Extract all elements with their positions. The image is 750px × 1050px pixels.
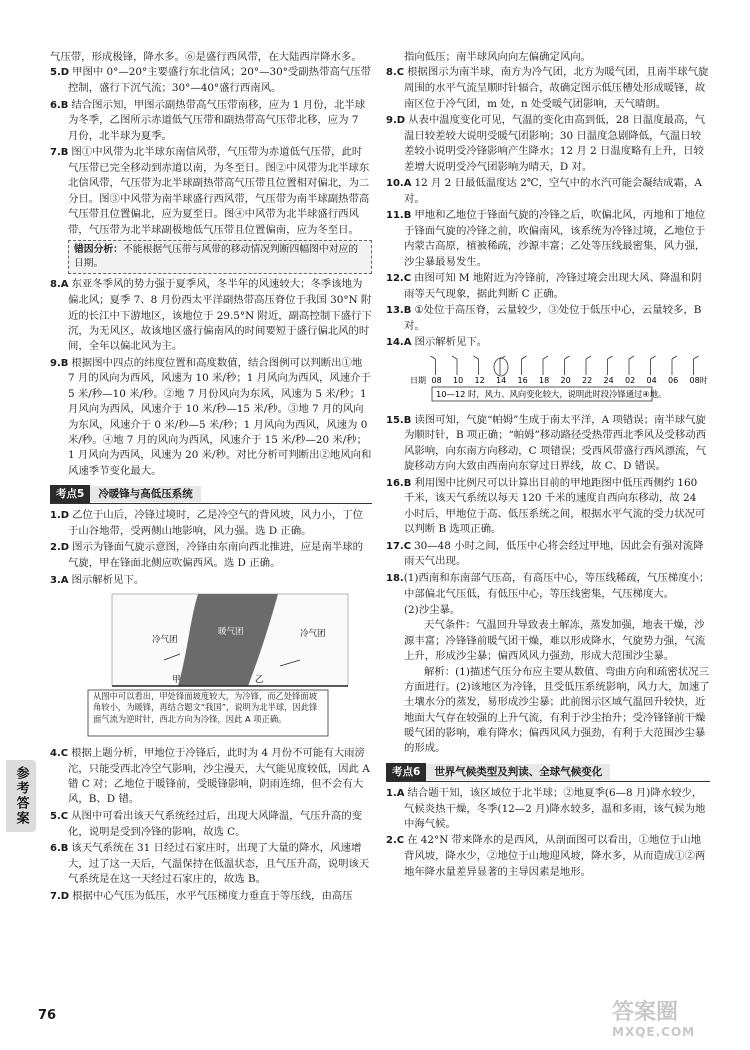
label-yi: 乙 xyxy=(255,675,264,686)
wind-barb-feather xyxy=(431,356,436,359)
section-tag: 考点6 xyxy=(386,763,426,781)
watermark-line2: MXQE.COM xyxy=(612,1025,696,1039)
answer-r18-analysis: 解析：(1)描述气压分布应主要从数值、弯曲方向和疏密状况三方面进行。(2)该地区为冷锋，且受低压系统影响，风力大，加速了土壤水分的蒸发，易形成沙尘暴；此前图示区域气温回升较快，近地面大气存在较强的上升气流，有利于沙尘抬升；受冷锋锋前干燥暖气团的影响，难有降水；偏西风风力强劲，有利于大范围沙尘暴的形成。 xyxy=(404,665,710,755)
time-label: 10 xyxy=(453,376,464,386)
wind-barb-feather xyxy=(452,356,457,359)
wind-barb-feather xyxy=(565,356,570,359)
answer-item-s6-1: 1.A 结合题干知，该区域位于北半球；②地夏季(6—8 月)降水较少，气候炎热干燥，冬季(12—2 月)降水较多，温和多雨，该气候为地中海气候。 xyxy=(386,786,706,831)
wind-barb-feather xyxy=(474,356,479,359)
answer-r18-weather: 天气条件：气温回升导致表土解冻，蒸发加强，地表干燥，沙源丰富；冷锋锋前暖气团干燥，难以形成降水，气旋势力强，气流上升，形成沙尘暴；偏西风风力强劲，形成大范围沙尘暴。 xyxy=(404,619,706,663)
time-label: 04 xyxy=(646,376,657,386)
section-tag: 考点5 xyxy=(50,485,90,503)
wind-note: 10—12 时，风力、风向变化较大，说明此时段冷锋通过④地。 xyxy=(436,389,667,400)
section-title: 世界气候类型及判读、全球气候变化 xyxy=(426,764,610,780)
answer-item-r16: 16.B 利用图中比例尺可以计算出目前的甲地距图中低压西侧约 160 千米，该天气系统以每天 120 千米的速度自西向东移动，故 24 小时后，甲地位于高、低压系统之间，根据水平气流的受力状况可以判断 B 选项正确。 xyxy=(386,476,706,536)
diagram-note-container xyxy=(90,690,326,736)
diagram-note: 从图中可以看出，甲处锋面坡度较大，为冷锋，而乙处锋面坡角较小，为暖锋，再结合题文“我国”，说明为北半球，因此锋面气流为逆时针，西北方向为冷锋，因此 A 项正确。 xyxy=(93,691,318,725)
answer-item-r15: 15.B 读图可知，气旋“帕姆”生成于南太平洋，A 项错误；南半球气旋为顺时针，B 项正确；“帕姆”移动路径受热带西北季风及受移动西风影响，向东南方向移动，C 项错误；受西风带盛行西风漂流，气旋移动方向大致由西南向东穿过日界线，故 C、D 错误。 xyxy=(386,413,707,473)
side-tab xyxy=(6,760,36,832)
label-cold-right: 冷气团 xyxy=(300,629,326,640)
answer-r18-part2: (2)沙尘暴。 xyxy=(404,603,461,616)
right-column xyxy=(386,50,710,881)
right-intro: 指向低压；南半球风向向左偏确定风向。 xyxy=(404,51,592,63)
answer-item-r9: 9.D 从表中温度变化可见，气温的变化由高到低，28 日温度最高，气温日较差较大说明受暖气团影响；30 日温度急剧降低，气温日较差较小说明受冷锋影响产生降水；12 月 2 日温度略有上升，日较差增大说明受冷气团影响为晴天，D 对。 xyxy=(386,113,706,173)
answer-item-9: 9.B 根据图中四点的纬度位置和高度数值，结合图例可以判断出①地 7 月的风向为西风，风速为 10 米/秒；1 月风向为西风，风速介于 5 米/秒—10 米/秒。②地 7 月份风向为东风，风速为 5 米/秒；1 月风向为西风，风速介于 10 米/秒—15 米/秒。③地 7 月的风向为东风，风速介于 0 米/秒—5 米/秒；1 月风向为西风，风速为 0 米/秒。④地 7 月的风向为西风，风速介于 15 米/秒—20 米/秒；1 月风向为西风，风速为 20 米/秒。对比分析可判断出②地风向和风速季节变化最大。 xyxy=(50,356,372,477)
answer-item-r10: 10.A 12 月 2 日最低温度达 2℃，空气中的水汽可能会凝结成霜，A 对。 xyxy=(386,176,702,205)
wind-barbs xyxy=(431,356,699,375)
answer-item-r17: 17.C 30—48 小时之间，低压中心将会经过甲地，因此会有强对流降雨天气出现。 xyxy=(386,539,704,568)
watermark-logo xyxy=(612,1002,742,1044)
time-label: 08时 xyxy=(689,376,708,386)
watermark-line1: 答案圈 xyxy=(612,1000,679,1025)
answer-item-5: 5.D 甲图中 0°—20°主要盛行东北信风；20°—30°受副热带高气压带控制，盛行下沉气流；30°—40°盛行西南风。 xyxy=(50,66,372,95)
label-cold-left: 冷气团 xyxy=(152,635,178,646)
answer-item-r14: 14.A 图示解析见下。 xyxy=(386,336,488,349)
wind-barb-feather xyxy=(608,356,613,359)
time-label: 08 xyxy=(431,376,442,386)
answer-item-s5-3: 3.A 图示解析见下。 xyxy=(50,573,145,586)
answer-item-8: 8.A 东亚冬季风的势力强于夏季风，冬半年的风速较大；冬季该地为偏北风；夏季 7、8 月份西太平洋副热带高压脊位于我国 30°N 附近的长江中下游地区，该地位于 29.5°N 附近，副高控制下盛行下沉，为无风区，故该地区盛行偏南风的时间要短于盛行偏北风的时间，全年以偏北风为主。 xyxy=(50,278,372,353)
wind-barb-feather xyxy=(672,356,677,359)
wind-barb-feather xyxy=(651,356,656,359)
time-label: 日期 xyxy=(410,376,426,386)
time-label: 18 xyxy=(539,376,550,386)
time-axis-labels xyxy=(410,375,708,385)
time-label: 24 xyxy=(603,376,614,386)
answer-item-s5-1: 1.D 乙位于山后，冷锋过境时，乙是冷空气的背风坡，风力小，丁位于山谷地带，受两侧山地影响，风力强。选 D 正确。 xyxy=(50,509,364,537)
answer-item-s6-2: 2.C 在 42°N 带来降水的是西风，从剖面图可以看出，①地位于山地背风坡，降水少，②地位于山地迎风坡，降水多，从而造成①②两地年降水量差异显著的主导因素是地形。 xyxy=(386,834,706,878)
answer-item-r11: 11.B 甲地和乙地位于锋面气旋的冷锋之后，吹偏北风，丙地和丁地位于锋面气旋的冷锋之前，吹偏南风，该系统为冷锋过境，乙地位于内蒙古高原，植被稀疏，沙源丰富；乙处等压线最密集，风力强，沙尘暴最易发生。 xyxy=(386,209,706,268)
highlight-ellipse xyxy=(494,358,508,376)
wind-barb-svg xyxy=(404,353,708,405)
answer-item-s5-6: 6.B 该天气系统在 31 日经过石家庄时，出现了大量的降水，风速增大，过了这一天后，气温保持在低温状态，且气压升高，说明该天气系统是在这一天经过石家庄的，故选 B。 xyxy=(50,841,370,886)
time-label: 16 xyxy=(517,376,528,386)
wind-barb-diagram xyxy=(404,353,710,410)
wind-barb-feather xyxy=(586,356,591,359)
section-title: 冷暖锋与高低压系统 xyxy=(90,486,201,502)
page-number: 76 xyxy=(38,1008,57,1023)
error-analysis-box: 错因分析：不能根据气压带与风带的移动情况判断四幅图中对应的日期。 xyxy=(68,240,372,274)
time-label: 02 xyxy=(625,376,636,386)
wind-barb-feather xyxy=(543,356,548,359)
front-diagram-svg xyxy=(68,590,368,738)
answer-item-s5-4: 4.C 根据上题分析，甲地位于冷锋后，此时为 4 月份不可能有大雨滂沱，只能受西北冷空气影响，沙尘漫天，大气能见度较低，因此 A 错 C 对；乙地位于暖锋前，受暖锋影响，阴雨连绵，但不会有大风，B、D 错。 xyxy=(50,746,370,806)
answer-item-s5-7: 7.D 根据中心气压为低压，水平气压梯度力垂直于等压线，由高压 xyxy=(50,889,353,902)
side-tab-label: 参考答案 xyxy=(13,766,29,826)
section-header-5 xyxy=(50,485,372,504)
label-jia: 甲 xyxy=(172,675,181,686)
left-intro: 气压带，形成极锋，降水多。⑥是盛行西风带，在大陆西岸降水多。 xyxy=(50,51,362,63)
answer-item-r8: 8.C 根据图示为南半球，南方为冷气团，北方为暖气团，且南半球气旋周围的水平气流呈顺时针辐合，故确定图示低压槽处形成暖锋，故南区位于冷气团，m 处，n 处受暖气团影响，天气晴朗。 xyxy=(386,66,709,110)
answer-item-7: 7.B 图①中风带为北半球东南信风带，气压带为赤道低气压带，此时气压带已完全移动到赤道以南，为冬至日。图②中风带为北半球东北信风带，气压带为北半球副热带高气压带且位置相对偏北，为二分日。图③中风带为南半球盛行西风带，气压带为南半球副热带高气压带且位置偏北，应为夏至日。图④中风带为北半球盛行西风带，气压带为北半球副极地低气压带且位置偏南，应为冬至日。 xyxy=(50,146,370,236)
time-label: 12 xyxy=(474,376,485,386)
answer-item-6: 6.B 结合图示知，甲图示副热带高气压带南移，应为 1 月份，北半球为冬季，乙图所示赤道低气压带和副热带高气压带北移，应为 7 月份，北半球为夏季。 xyxy=(50,98,366,142)
left-column xyxy=(50,50,372,905)
answer-item-s5-5: 5.C 从图中可看出该天气系统经过后，出现大风降温，气压升高的变化，说明是受到冷锋的影响，故选 C。 xyxy=(50,809,363,838)
front-diagram xyxy=(68,590,372,743)
label-warm: 暖气团 xyxy=(218,627,244,638)
answer-item-r13: 13.B ①处位于高压脊，云量较少，③处位于低压中心，云量较多，B 对。 xyxy=(386,304,702,333)
answer-item-r18: 18.(1)西南和东南部气压高，有高压中心，等压线稀疏，气压梯度小；中部偏北气压低，有低压中心，等压线密集，气压梯度大。 xyxy=(386,571,710,600)
answer-item-s5-2: 2.D 图示为锋面气旋示意图，冷锋由东南向西北推进，应是南半球的气旋，甲在锋面北侧应吹偏西风。选 D 正确。 xyxy=(50,541,364,570)
wind-barb-feather xyxy=(629,356,634,359)
wind-barb-feather xyxy=(522,356,527,359)
time-label: 14 xyxy=(496,376,507,386)
time-label: 20 xyxy=(560,376,571,386)
time-label: 22 xyxy=(582,376,593,386)
section-header-6 xyxy=(386,763,710,782)
wind-barb-feather xyxy=(694,356,699,359)
answer-item-r12: 12.C 由图可知 M 地附近为冷锋前，冷锋过境会出现大风、降温和阴雨等天气现象，据此判断 C 正确。 xyxy=(386,272,702,300)
time-label: 06 xyxy=(668,376,679,386)
